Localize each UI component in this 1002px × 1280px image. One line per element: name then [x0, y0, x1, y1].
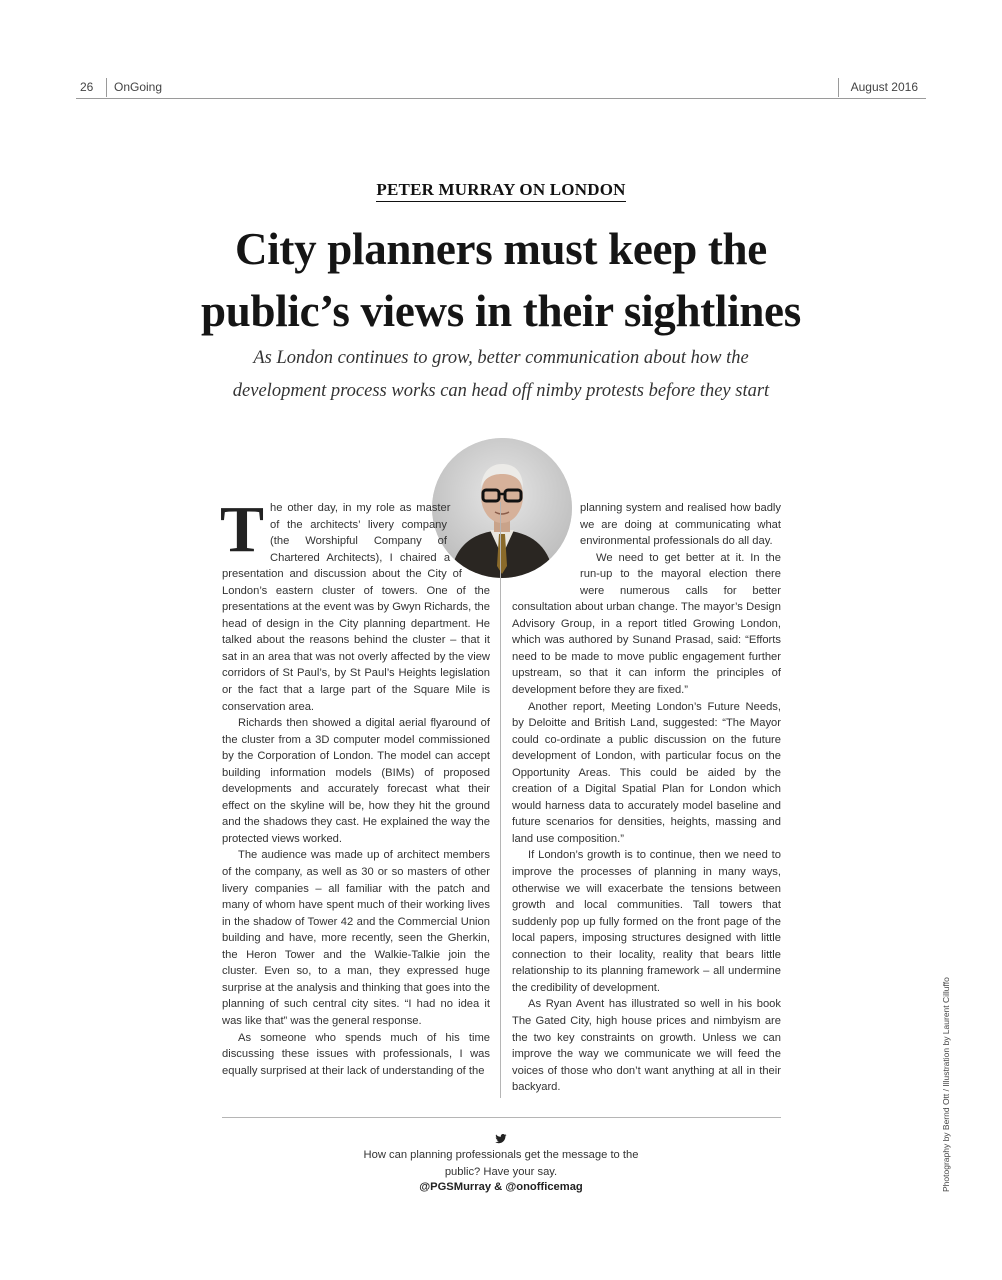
headline-line-2: public’s views in their sightlines [201, 286, 801, 336]
social-handles: @PGSMurray & @onofficemag [419, 1181, 583, 1193]
portrait-wrap-space [512, 500, 580, 584]
drop-cap: T [220, 493, 265, 566]
kicker [0, 180, 1002, 200]
paragraph: As someone who spends much of his time discussing these issues with professionals, I was equally surprised at their lack of understanding of the [222, 1031, 490, 1077]
paragraph: Richards then showed a digital aerial flyaround of the cluster from a 3D computer model commissioned by the Corporation of London. The model can accept building information models (BIMs) of proposed developments and accurately forecast what their effect on the skyline will be, how they hit the ground and the shadows they cast. He explained the way the protected views worked. [222, 717, 490, 845]
headline [60, 218, 942, 342]
paragraph: If London’s growth is to continue, then we need to improve the processes of planning in many ways, otherwise we will exacerbate the tensions between growth and local communities. Tall towers that suddenly pop up fully formed on the front page of the local papers, imposing structures designed with little connection to their locality, reality that bears little relationship to its planning framework – all undermine the credibility of development. [512, 849, 781, 994]
column-divider [500, 502, 501, 1098]
photo-credit: Photography by Bernd Ott / Illustration by Laurent Cilluffo [941, 977, 951, 1192]
paragraph: The audience was made up of architect members of the company, as well as 30 or so masters of other livery companies – all familiar with the patch and many of whom have spent much of their working lives in the shadow of Tower 42 and the Commercial Union building and have, more recently, seen the Gherkin, the Heron Tower and the Walkie-Talkie join the cluster. Even so, to a man, they expressed huge surprise at the analysis and thinking that goes into the planning of such central city sites. “I had no idea it was like that” was the general response. [222, 849, 490, 1027]
page-header [76, 78, 926, 99]
twitter-bird-glyph [495, 1134, 507, 1144]
paragraph: Another report, Meeting London’s Future Needs, by Deloitte and British Land, suggested: “The Mayor could co-ordinate a public discussion on the future development of London, with particular focus on the Opportunity Areas. This could be aided by the creation of a Digital Spatial Plan for London which would harness data to accurately model baseline and future scenarios for densities, heights, massing and land use composition.” [512, 700, 781, 845]
header-separator [838, 78, 839, 97]
header-separator [106, 78, 107, 97]
standfirst-line-1: As London continues to grow, better communication about how the [253, 348, 749, 368]
kicker-text: PETER MURRAY ON LONDON [376, 180, 625, 202]
section-name: OnGoing [114, 80, 163, 94]
standfirst [130, 342, 872, 408]
paragraph: he other day, in my role as master of the architects’ livery company (the Worshipful Company of Chartered Architects), I chaired a presentation and discussion about the City of London’s eastern cluster of towers. One of the presentations at the event was by Gwyn Richards, the head of design in the City planning department. He talked about the reasons behind the cluster – that it sat in an area that was not overly affected by the view corridors of St Paul’s, by St Paul’s Heights legislation or the fact that a large part of the Square Mile is conservation area. [222, 502, 490, 713]
footer-prompt: How can planning professionals get the message to the public? Have your say. [363, 1149, 639, 1178]
footer-rule [222, 1117, 781, 1118]
page-number: 26 [80, 80, 94, 94]
issue-date: August 2016 [850, 80, 918, 94]
article-column-right [512, 500, 781, 1096]
paragraph: We need to get better at it. In the run-up to the mayoral election there were numerous calls for better consultation about urban change. The mayor’s Design Advisory Group, in a report titled Growing London, which was authored by Sunand Prasad, said: “Efforts need to be made to move public engagement further upstream, so that it can inform the principles of development before they are fixed.” [512, 551, 781, 697]
paragraph: As Ryan Avent has illustrated so well in his book The Gated City, high house prices and nimbyism are the two key constraints on growth. Unless we can improve the way we communicate we will feed the voices of those who don’t want anything at all in their backyard. [512, 998, 781, 1094]
standfirst-line-2: development process works can head off nimby protests before they start [232, 381, 770, 401]
article-column-left [220, 493, 490, 1079]
headline-line-1: City planners must keep the [235, 224, 767, 274]
paragraph: planning system and realised how badly we are doing at communicating what environmental professionals do all day. [580, 502, 781, 548]
